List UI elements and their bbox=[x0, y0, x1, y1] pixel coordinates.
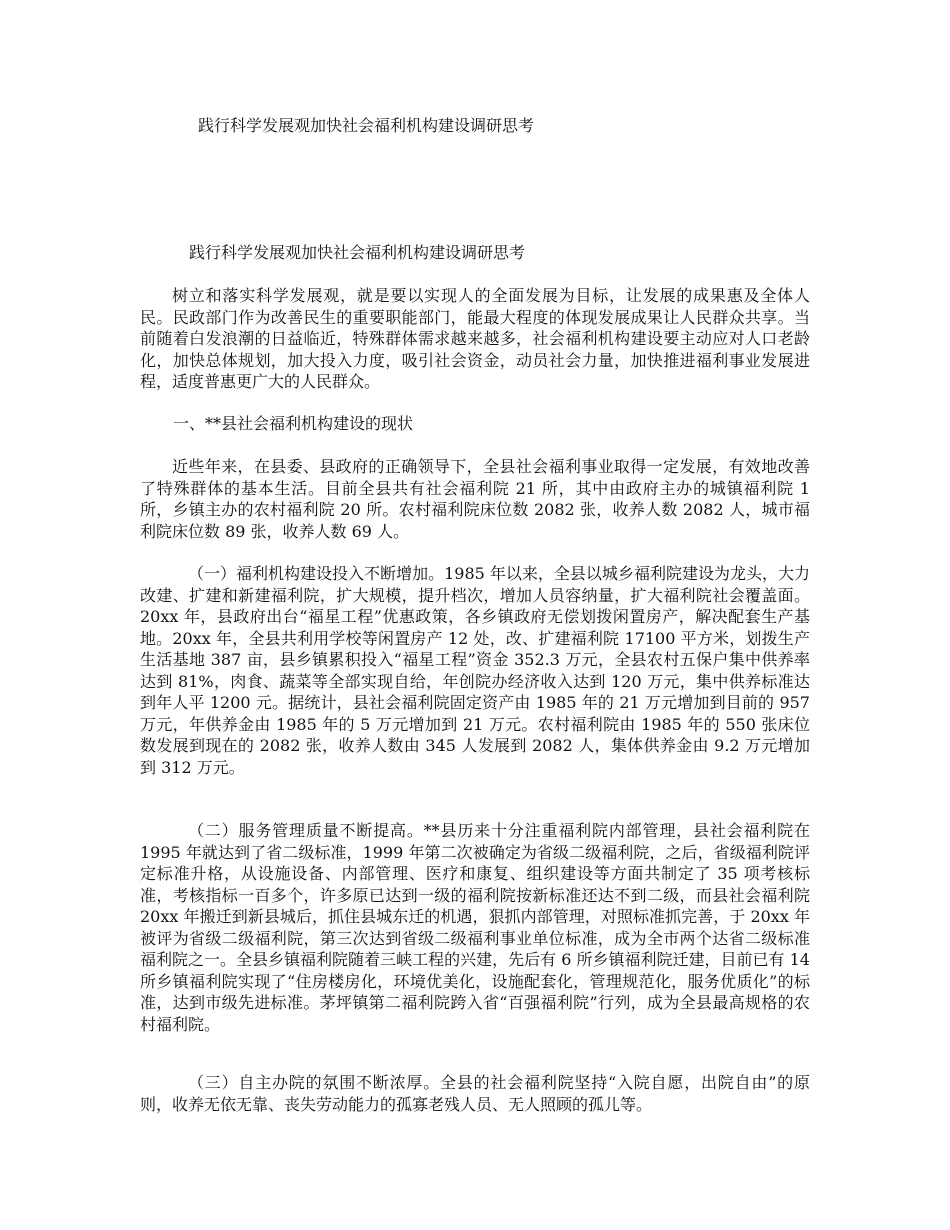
document-title: 践行科学发展观加快社会福利机构建设调研思考 bbox=[198, 116, 535, 135]
item-2-paragraph: （二）服务管理质量不断提高。**县历来十分注重福利院内部管理，县社会福利院在 1995 年就达到了省二级标准，1999 年第二次被确定为省级二级福利院，之后，省级福利院评定标准升格，从设施设备、内部管理、医疗和康复、组织建设等方面共制定了 35 项考核标准，考核指标一百多个，许多原已达到一级的福利院按新标准还达不到二级，而县社会福利院 20xx 年搬迁到新县城后，抓住县城东迁的机遇，狠抓内部管理，对照标准抓完善，于 20xx 年被评为省级二级福利院，第三次达到省级二级福利事业单位标准，成为全市两个达省二级标准福利院之一。全县乡镇福利院随着三峡工程的兴建，先后有 6 所乡镇福利院迁建，目前已有 14 所乡镇福利院实现了“住房楼房化，环境优美化，设施配套化，管理规范化，服务优质化”的标准，达到市级先进标准。茅坪镇第二福利院跨入省“百强福利院”行列，成为全县最高规格的农村福利院。 bbox=[140, 821, 810, 1034]
item-1-paragraph: （一）福利机构建设投入不断增加。1985 年以来，全县以城乡福利院建设为龙头，大力改建、扩建和新建福利院，扩大规模，提升档次，增加人员容纳量，扩大福利院社会覆盖面。20xx 年，县政府出台“福星工程”优惠政策，各乡镇政府无偿划拨闲置房产，解决配套生产基地。20xx 年，全县共利用学校等闲置房产 12 处，改、扩建福利院 17100 平方米，划拨生产生活基地 387 亩，县乡镇累积投入“福星工程”资金 352.3 万元，全县农村五保户集中供养率达到 81%，肉食、蔬菜等全部实现自给，年创院办经济收入达到 120 万元，集中供养标准达到年人平 1200 元。据统计，县社会福利院固定资产由 1985 年的 21 万元增加到目前的 957 万元，年供养金由 1985 年的 5 万元增加到 21 万元。农村福利院由 1985 年的 550 张床位数发展到现在的 2082 张，收养人数由 345 人发展到 2082 人，集体供养金由 9.2 万元增加到 312 万元。 bbox=[140, 564, 810, 777]
section-heading-1: 一、**县社会福利机构建设的现状 bbox=[173, 414, 414, 433]
intro-paragraph: 树立和落实科学发展观，就是要以实现人的全面发展为目标，让发展的成果惠及全体人民。民政部门作为改善民生的重要职能部门，能最大程度的体现发展成果让人民群众共享。当前随着白发浪潮的日益临近，特殊群体需求越来越多，社会福利机构建设要主动应对人口老龄化，加快总体规划，加大投入力度，吸引社会资金，动员社会力量，加快推进福利事业发展进程，适度普惠更广大的人民群众。 bbox=[140, 286, 810, 391]
document-subtitle: 践行科学发展观加快社会福利机构建设调研思考 bbox=[189, 243, 526, 262]
status-paragraph: 近些年来，在县委、县政府的正确领导下，全县社会福利事业取得一定发展，有效地改善了特殊群体的基本生活。目前全县共有社会福利院 21 所，其中由政府主办的城镇福利院 1 所，乡镇主办的农村福利院 20 所。农村福利院床位数 2082 张，收养人数 2082 人，城市福利院床位数 89 张，收养人数 69 人。 bbox=[140, 457, 810, 541]
item-3-paragraph: （三）自主办院的氛围不断浓厚。全县的社会福利院坚持“入院自愿，出院自由”的原则，收养无依无靠、丧失劳动能力的孤寡老残人员、无人照顾的孤儿等。 bbox=[140, 1073, 810, 1114]
